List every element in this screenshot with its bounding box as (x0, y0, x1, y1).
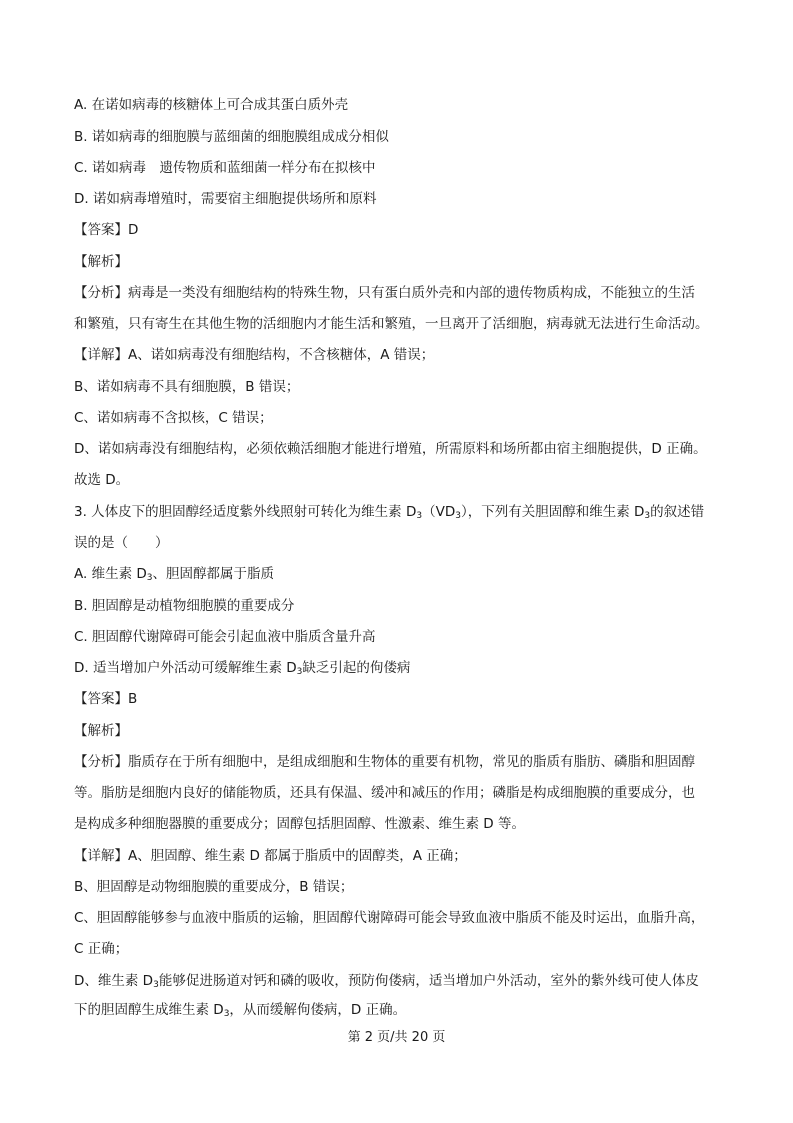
q2-fenxi-line: 【分析】病毒是一类没有细胞结构的特殊生物，只有蛋白质外壳和内部的遗传物质构成，不能独立的生活 (74, 285, 695, 301)
q3-option-a: A. 维生素 $D_3$、胆固醇都属于脂质 (74, 566, 275, 583)
q2-answer: 【答案】D (74, 222, 139, 238)
q2-analysis-label: 【解析】 (74, 254, 128, 270)
q2-option-d: D. 诺如病毒增殖时，需要宿主细胞提供场所和原料 (74, 191, 377, 207)
q3-fenxi-line: 【分析】脂质存在于所有细胞中，是组成细胞和生物体的重要有机物，常见的脂质有脂肪、磷脂和胆固醇 (74, 754, 695, 770)
q3-fenxi-line: 是构成多种细胞器膜的重要成分；固醇包括胆固醇、性激素、维生素 D 等。 (74, 816, 525, 832)
q3-option-b: B. 胆固醇是动植物细胞膜的重要成分 (74, 598, 295, 614)
q2-option-a: A. 在诺如病毒的核糖体上可合成其蛋白质外壳 (74, 97, 349, 113)
q3-xiangjie-line: C 正确； (74, 941, 129, 957)
q2-xiangjie-line: 【详解】A、诺如病毒没有细胞结构，不含核糖体，A 错误； (74, 347, 435, 363)
q2-conclusion: 故选 D。 (74, 472, 130, 488)
q2-xiangjie-line: B、诺如病毒不具有细胞膜，B 错误； (74, 379, 300, 395)
page-footer: 第 2 页/共 20 页 (347, 1030, 446, 1045)
q3-xiangjie-line: D、维生素 $D_3$能够促进肠道对钙和磷的吸收，预防佝偻病，适当增加户外活动，室外的紫外线可使人体皮 (74, 973, 699, 990)
q3-xiangjie-line: B、胆固醇是动物细胞膜的重要成分，B 错误； (74, 879, 354, 895)
q3-xiangjie-line: 下的胆固醇生成维生素 $D_3$，从而缓解佝偻病，D 正确。 (74, 1002, 407, 1019)
q2-option-c: C. 诺如病毒 遗传物质和蓝细菌一样分布在拟核中 (74, 160, 376, 176)
q2-xiangjie-line: C、诺如病毒不含拟核，C 错误； (74, 410, 273, 426)
q2-fenxi-line: 和繁殖，只有寄生在其他生物的活细胞内才能生活和繁殖，一旦离开了活细胞，病毒就无法进行生命活动。 (74, 316, 709, 332)
q3-option-c: C. 胆固醇代谢障碍可能会引起血液中脂质含量升高 (74, 629, 376, 645)
q3-xiangjie-line: 【详解】A、胆固醇、维生素 D 都属于脂质中的固醇类，A 正确； (74, 848, 467, 864)
q3-stem-line1: 3. 人体皮下的胆固醇经适度紫外线照射可转化为维生素 $D_3(VD_3)$，下列有关胆固醇和维生素 $D_3$的叙述错 (74, 504, 705, 521)
q3-fenxi-line: 等。脂肪是细胞内良好的储能物质，还具有保温、缓冲和减压的作用；磷脂是构成细胞膜的重要成分，也 (74, 785, 695, 801)
q3-xiangjie-line: C、胆固醇能够参与血液中脂质的运输，胆固醇代谢障碍可能会导致血液中脂质不能及时运出，血脂升高， (74, 910, 705, 926)
q2-xiangjie-line: D、诺如病毒没有细胞结构，必须依赖活细胞才能进行增殖，所需原料和场所都由宿主细胞提供，D 正确。 (74, 441, 707, 457)
q3-stem-line2: 误的是（ ） (74, 535, 169, 551)
q3-analysis-label: 【解析】 (74, 723, 128, 739)
q2-option-b: B. 诺如病毒的细胞膜与蓝细菌的细胞膜组成成分相似 (74, 129, 389, 145)
q3-option-d: D. 适当增加户外活动可缓解维生素 $D_3$缺乏引起的佝偻病 (74, 660, 411, 677)
q3-answer: 【答案】B (74, 691, 138, 707)
